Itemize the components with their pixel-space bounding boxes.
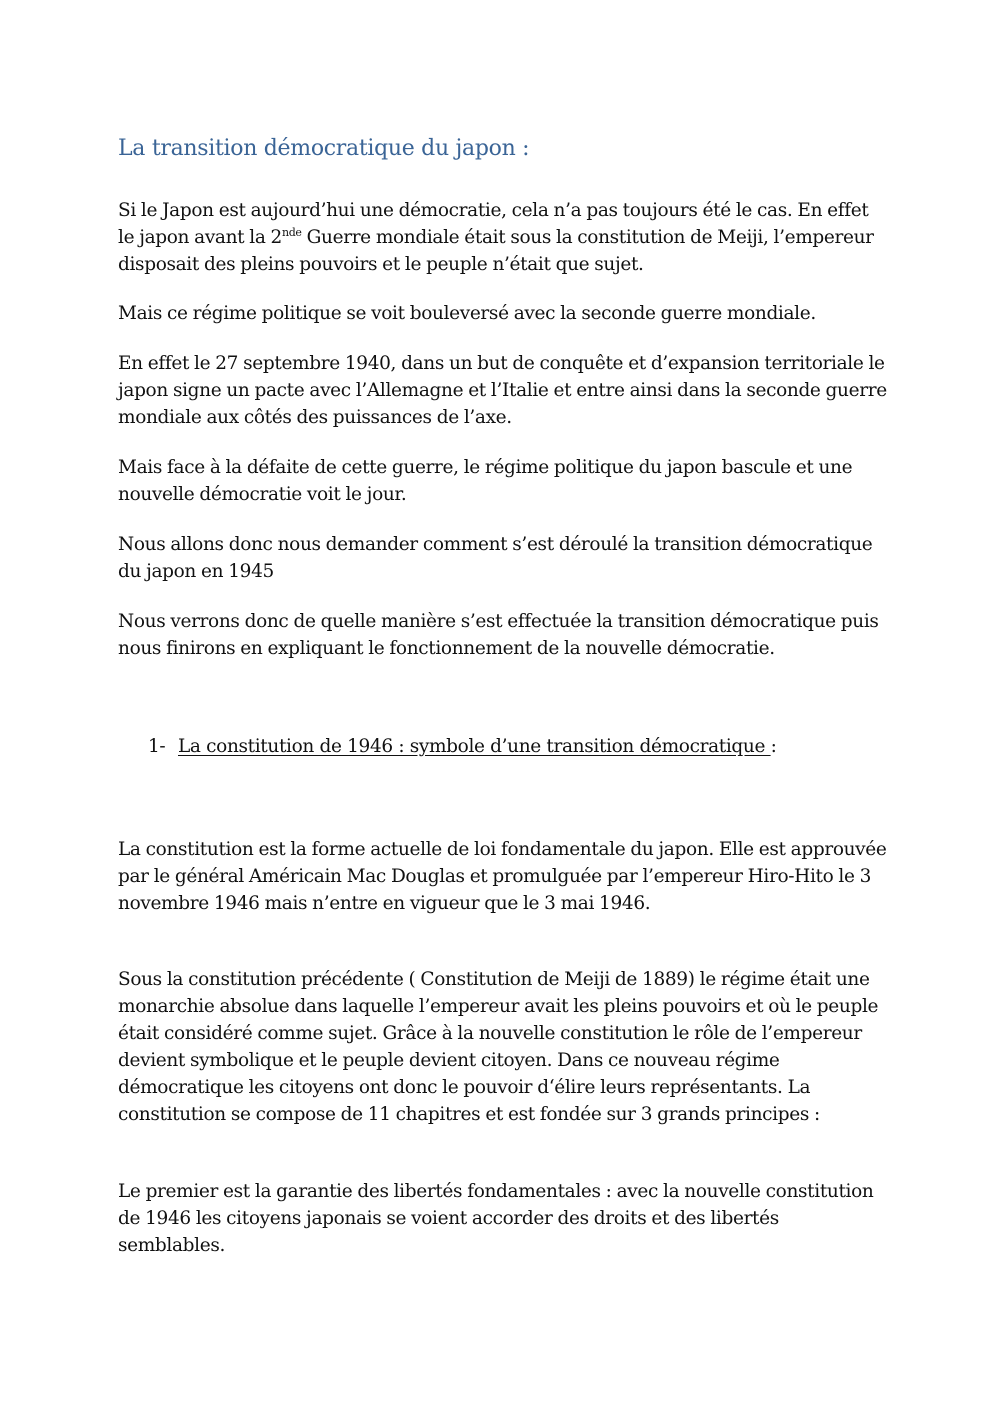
intro-paragraph-2: Mais ce régime politique se voit bouleversé avec la seconde guerre mondiale. (118, 303, 816, 324)
intro-paragraph-5: Nous allons donc nous demander comment s’est déroulé la transition démocratique du japon en 1945 (118, 534, 873, 582)
ordinal-superscript: nde (281, 226, 302, 239)
section-1-paragraph-3: Le premier est la garantie des libertés fondamentales : avec la nouvelle constitution de 1946 les citoyens japonais se voient accorder des droits et des libertés semblables. (118, 1181, 874, 1256)
document-title: La transition démocratique du japon : (118, 136, 530, 161)
section-1-heading-colon: : (770, 736, 777, 757)
intro-paragraph-3: En effet le 27 septembre 1940, dans un but de conquête et d’expansion territoriale le japon signe un pacte avec l’Allemagne et l’Italie et entre ainsi dans la seconde guerre mondiale aux côtés des puissances de l’axe. (118, 353, 887, 428)
section-1-heading-text: La constitution de 1946 : symbole d’une transition démocratique (178, 736, 771, 757)
section-1-paragraph-1: La constitution est la forme actuelle de loi fondamentale du japon. Elle est approuvée par le général Américain Mac Douglas et promulguée par l’empereur Hiro-Hito le 3 novembre 1946 mais n’entre en vigueur que le 3 mai 1946. (118, 839, 887, 914)
intro-paragraph-4: Mais face à la défaite de cette guerre, le régime politique du japon bascule et une nouvelle démocratie voit le jour. (118, 457, 853, 505)
intro-paragraph-1 (118, 197, 888, 278)
intro-paragraph-1-text-a: Si le Japon est aujourd’hui une démocratie, cela n’a pas toujours été le cas. En effet le japon avant la 2 (118, 200, 869, 248)
intro-paragraph-1-text-b: Guerre mondiale était sous la constitution de Meiji, l’empereur disposait des pleins pouvoirs et le peuple n’était que sujet. (118, 227, 874, 275)
section-1-heading (148, 733, 776, 760)
section-1-paragraph-2: Sous la constitution précédente ( Constitution de Meiji de 1889) le régime était une monarchie absolue dans laquelle l’empereur avait les pleins pouvoirs et où le peuple était considéré comme sujet. Grâce à la nouvelle constitution le rôle de l’empereur devient symbolique et le peuple devient citoyen. Dans ce nouveau régime démocratique les citoyens ont donc le pouvoir d‘élire leurs représentants. La constitution se compose de 11 chapitres et est fondée sur 3 grands principes : (118, 969, 879, 1125)
intro-paragraph-6: Nous verrons donc de quelle manière s’est effectuée la transition démocratique puis nous finirons en expliquant le fonctionnement de la nouvelle démocratie. (118, 611, 879, 659)
section-1-number: 1- (148, 736, 166, 757)
